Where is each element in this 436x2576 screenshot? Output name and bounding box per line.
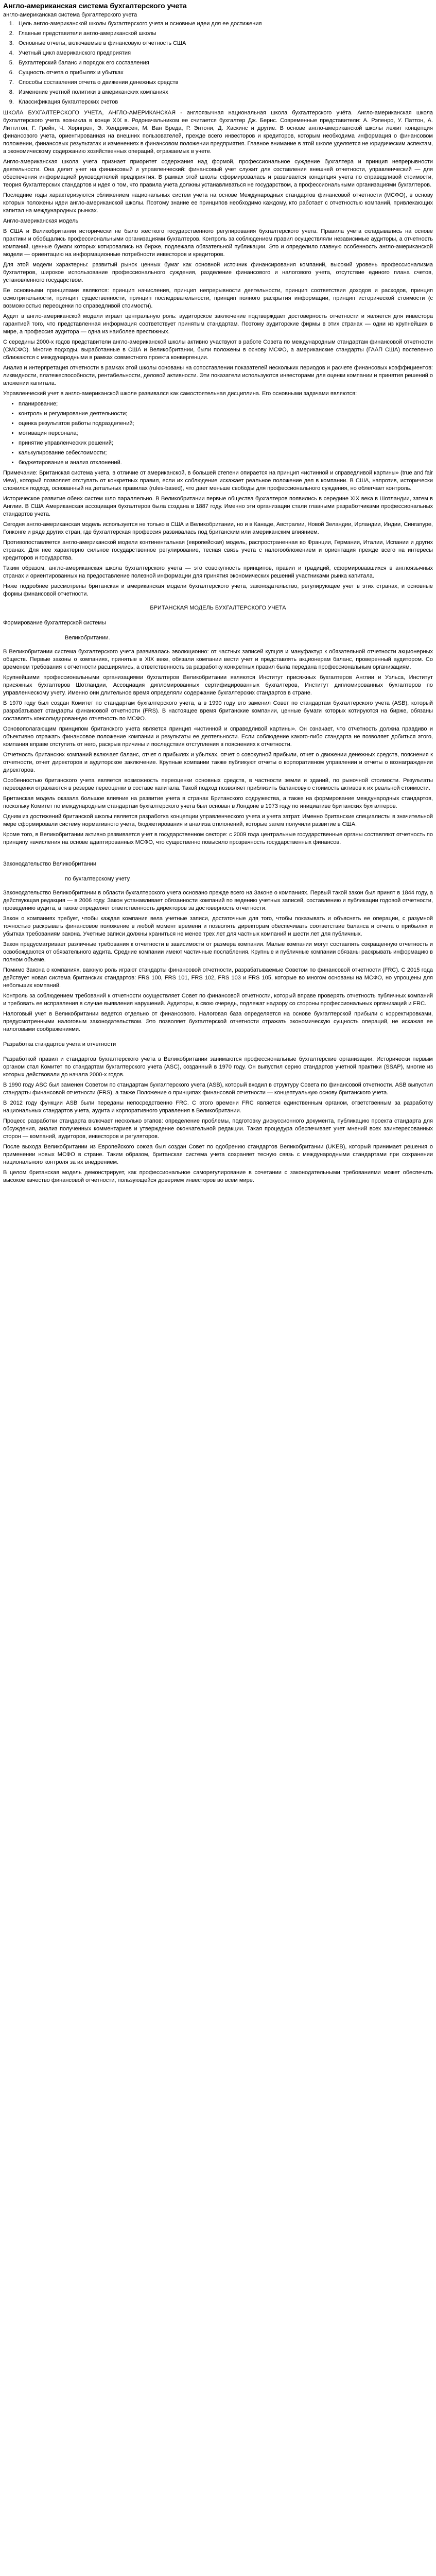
- body-paragraph: Контроль за соблюдением требований к отчетности осуществляет Совет по финансовой отчетности, который вправе проверять отчетность публичных компаний и требовать ее исправления в случае выявления нарушений. Аудиторы, в свою очередь, подлежат надзору со стороны профессиональных организаций и FRC.: [3, 993, 433, 1007]
- subsection-heading: Формирование бухгалтерской системы: [3, 620, 106, 626]
- body-paragraph: В целом британская модель демонстрирует, как профессиональное саморегулирование в сочетании с законодательными требованиями может обеспечить высокое качество финансовой отчетности, пользующейся доверием инвесторов во всем мире.: [3, 1170, 433, 1183]
- body-paragraph: После выхода Великобритании из Европейского союза был создан Совет по одобрению стандартов Великобритании (UKEB), который принимает решения о применении новых МСФО в стране. Таким образом, британская система учета сохраняет тесную связь с международными стандартами при сохранении национального контроля за их внедрением.: [3, 1144, 433, 1165]
- body-paragraph: Помимо Закона о компаниях, важную роль играют стандарты финансовой отчетности, разрабатываемые Советом по финансовой отчетности (FRC). С 2015 года действует новая система британских стандартов: FRS 100, FRS 101, FRS 102, FRS 103 и FRS 105, которые во многом основаны на МСФО, но упрощены для небольших компаний.: [3, 967, 433, 989]
- body-paragraph: Примечание: Британская система учета, в отличие от американской, в большей степени опирается на принцип «истинной и справедливой картины» (true and fair view), который позволяет отступать от конкретных правил, если их соблюдение искажает реальное положение дел в компании. В США, напротив, исторически сложился подход, основанный на детальных правилах (rules-based), что дает меньше свободы для профессионального суждения, но облегчает контроль.: [3, 470, 433, 492]
- body-paragraph: Управленческий учет в англо-американской школе развивался как самостоятельная дисциплина. Его основными задачами являются:: [3, 391, 357, 397]
- body-paragraph: Процесс разработки стандарта включает несколько этапов: определение проблемы, подготовку дискуссионного документа, публикацию проекта стандарта для обсуждения, анализ полученных комментариев и утверждение окончательной редакции. Такая процедура обеспечивает учет мнений всех заинтересованных сторон — компаний, аудиторов, инвесторов и регуляторов.: [3, 1118, 433, 1140]
- body-paragraph: Особенностью британского учета является возможность переоценки основных средств, в частности земли и зданий, по рыночной стоимости. Результаты переоценки отражаются в резерве переоценки в составе капитала. Такой подход позволяет приблизить балансовую стоимость активов к их реальной стоимости.: [3, 777, 433, 791]
- toc-item: 6. Сущность отчета о прибылях и убытках: [15, 69, 433, 77]
- body-paragraph: Кроме того, в Великобритании активно развивается учет в государственном секторе: с 2009 года центральные государственные органы составляют отчетность по принципу начисления на основе адаптированных МСФО, что существенно повысило прозрачность государственных финансов.: [3, 832, 433, 845]
- body-paragraph: Противопоставляется англо-американской модели континентальная (европейская) модель, распространенная во Франции, Германии, Италии, Испании и других странах. Для нее характерно сильное государственное регулирование, тесная связь учета с налогообложением и ориентация прежде всего на интересы кредиторов и государства.: [3, 539, 433, 561]
- section-heading-law: Законодательство Великобритании: [3, 861, 96, 867]
- body-paragraph: С середины 2000-х годов представители англо-американской школы активно участвуют в работе Совета по международным стандартам финансовой отчетности (СМСФО). Многие подходы, выработанные в США и Великобритании, были положены в основу МСФО, а американские стандарты (ГААП США) постепенно сближаются с международными в рамках совместного проекта конвергенции.: [3, 339, 433, 361]
- body-paragraph: Крупнейшими профессиональными организациями бухгалтеров Великобритании являются Институт присяжных бухгалтеров Англии и Уэльса, Институт присяжных бухгалтеров Шотландии, Ассоциация дипломированных сертифицированных бухгалтеров, Институт дипломированных бухгалтеров по управленческому учету. Именно они длительное время определяли содержание бухгалтерских стандартов в стране.: [3, 674, 433, 696]
- section-heading-british: БРИТАНСКАЯ МОДЕЛЬ БУХГАЛТЕРСКОГО УЧЕТА: [150, 605, 286, 611]
- body-paragraph: Таким образом, англо-американская школа бухгалтерского учета — это совокупность принципов, правил и традиций, сформировавшихся в англоязычных странах и ориентированных на предоставление полезной информации для принятия экономических решений участниками рынка капитала.: [3, 565, 433, 579]
- list-item: • контроль и регулирование деятельности;: [19, 410, 433, 418]
- list-item: • планирование;: [19, 400, 433, 408]
- body-paragraph: Отчетность британских компаний включает баланс, отчет о прибылях и убытках, отчет о совокупной прибыли, отчет о движении денежных средств, пояснения к отчетности, отчет директоров и аудиторское заключение. Крупные компании также публикуют отчеты о корпоративном управлении и отчеты о вознаграждении директоров.: [3, 752, 433, 773]
- body-paragraph: ШКОЛА БУХГАЛТЕРСКОГО УЧЕТА, АНГЛО-АМЕРИКАНСКАЯ - англоязычная национальная школа бухгалтерского учёта. Англо-американская школа бухгалтерского учета возникла в конце XIX в. Родоначальником ее считается бухгалтер Дж. Бернс. Современные представители: А. Рэпенро, У. Паттон, А. Литтлтон, Г. Грейн, Ч. Хорнгрен, Э. Хендриксен, М. Ван Бреда, Р. Энтони, Д. Хаскинс и другие. В основе англо-американской школы лежит концепция финансового учета, ориентированная на внешних пользователей, прежде всего инвесторов и кредиторов, которым необходима информация о финансовом положении, финансовых результатах и изменениях в финансовом положении предприятия. Главное внимание в этой школе уделяется не юридическим аспектам, а экономическому содержанию хозяйственных операций, отражаемых в учете.: [3, 110, 433, 155]
- body-paragraph: В Великобритании система бухгалтерского учета развивалась эволюционно: от частных записей купцов и мануфактур к обязательной отчетности акционерных обществ. Первые законы о компаниях, принятые в XIX веке, обязали компании вести учет и представлять акционерам баланс, проверенный аудитором. Со временем требования к отчетности расширялись, а ответственность за разработку конкретных правил была передана профессиональным организациям.: [3, 649, 433, 670]
- toc-item: 7. Способы составления отчета о движении денежных средств: [15, 79, 433, 87]
- body-paragraph: Англо-американская школа учета признает приоритет содержания над формой, профессиональное суждение бухгалтера и принцип непрерывности деятельности. Она делит учет на финансовый и управленческий: финансовый учет служит для составления внешней отчетности, управленческий — для обеспечения информацией руководителей предприятия. В рамках этой школы сформировалась и развивается концепция учета по справедливой стоимости, теория бухгалтерских стандартов и идея о том, что правила учета должны устанавливаться не государством, а профессиональными организациями бухгалтеров.: [3, 159, 433, 188]
- list-item: • бюджетирование и анализ отклонений.: [19, 459, 433, 467]
- body-paragraph: Историческое развитие обеих систем шло параллельно. В Великобритании первые общества бухгалтеров появились в середине XIX века в Шотландии, затем в Англии. В США Американская ассоциация бухгалтеров была создана в 1887 году. Именно эти организации стали главными разработчиками профессиональных стандартов учета.: [3, 496, 433, 517]
- list-item: • оценка результатов работы подразделений;: [19, 420, 433, 428]
- body-paragraph: Разработкой правил и стандартов бухгалтерского учета в Великобритании занимаются профессиональные бухгалтерские организации. Исторически первым органом стал Комитет по стандартам бухгалтерского учета (ASC), созданный в 1970 году. Он выпустил серию стандартов учетной практики (SSAP), многие из которых действовали до начала 2000-х годов.: [3, 1056, 433, 1078]
- subsection-heading-law-continued: по бухгалтерскому учету.: [65, 876, 131, 882]
- body-paragraph: Одним из достижений британской школы является разработка концепции управленческого учета и учета затрат. Именно британские специалисты в значительной мере сформировали систему нормативного учета, бюджетирования и анализа отклонений, которые затем получили развитие в США.: [3, 814, 433, 827]
- body-paragraph: В 1970 году был создан Комитет по стандартам бухгалтерского учета, а в 1990 году его заменил Совет по стандартам бухгалтерского учета (ASB), который разрабатывает стандарты финансовой отчетности (FRS). В настоящее время британские компании, ценные бумаги которых котируются на бирже, обязаны составлять консолидированную отчетность по МСФО.: [3, 700, 433, 722]
- body-paragraph: Для этой модели характерны: развитый рынок ценных бумаг как основной источник финансирования компаний, высокий уровень профессионализма бухгалтеров, широкое использование профессионального суждения, разделение финансового и налогового учета, отсутствие единого плана счетов, установленного государством.: [3, 262, 433, 283]
- toc-item: 1. Цель англо-американской школы бухгалтерского учета и основные идеи для ее достижения: [15, 20, 433, 28]
- body-paragraph: Ее основными принципами являются: принцип начисления, принцип непрерывности деятельности, принцип соответствия доходов и расходов, принцип осмотрительности, принцип существенности, принцип последовательности, принцип полного раскрытия информации, принцип исторической стоимости (с возможностью переоценки по справедливой стоимости).: [3, 287, 433, 309]
- body-paragraph: Последние годы характеризуются сближением национальных систем учета на основе Международных стандартов финансовой отчетности (МСФО), в основу которых положены идеи англо-американской школы. Поэтому знание ее принципов необходимо каждому, кто работает с отчетностью компаний, привлекающих капитал на международных рынках.: [3, 192, 433, 214]
- body-paragraph: Аудит в англо-американской модели играет центральную роль: аудиторское заключение подтверждает достоверность отчетности и является для инвестора гарантией того, что представленная информация соответствует принятым стандартам. Поэтому аудиторские фирмы в этих странах — одни из крупнейших в мире, а профессия аудитора — одна из наиболее престижных.: [3, 313, 433, 335]
- body-paragraph: В США и Великобритании исторически не было жесткого государственного регулирования бухгалтерского учета. Правила учета складывались на основе практики и обобщались профессиональными организациями бухгалтеров. Контроль за соблюдением правил осуществляли независимые аудиторы, а отчетность компаний, ценные бумаги которых котировались на бирже, подлежала обязательной публикации. Это и определило главную особенность англо-американской модели — ориентацию на информационные потребности инвесторов и кредиторов.: [3, 228, 433, 258]
- list-item: • мотивация персонала;: [19, 430, 433, 437]
- section-label: Англо-американская модель: [3, 218, 79, 224]
- toc-item: 3. Основные отчеты, включаемые в финансовую отчетность США: [15, 40, 433, 47]
- body-paragraph: В 2012 году функции ASB были переданы непосредственно FRC. С этого времени FRC является единственным органом, ответственным за разработку национальных стандартов учета, аудита и корпоративного управления в Великобритании.: [3, 1100, 433, 1114]
- toc-item: 2. Главные представители англо-американской школы: [15, 30, 433, 38]
- toc-item: 4. Учетный цикл американского предприятия: [15, 49, 433, 57]
- toc-item: 5. Бухгалтерский баланс и порядок его составления: [15, 59, 433, 67]
- body-paragraph: Сегодня англо-американская модель используется не только в США и Великобритании, но и в Канаде, Австралии, Новой Зеландии, Ирландии, Индии, Сингапуре, Гонконге и ряде других стран, где бухгалтерская профессия развивалась под британским или американским влиянием.: [3, 521, 433, 535]
- page-title: Англо-американская система бухгалтерского учета: [3, 2, 187, 10]
- body-paragraph: Основополагающим принципом британского учета является принцип «истинной и справедливой картины». Он означает, что отчетность должна правдиво и объективно отражать финансовое положение компании и результаты ее деятельности. Если соблюдение какого-либо стандарта не позволяет добиться этого, компания вправе отступить от него, раскрыв причины и последствия отступления в пояснениях к отчетности.: [3, 726, 433, 748]
- list-item: • калькулирование себестоимости;: [19, 449, 433, 457]
- body-paragraph: Британская модель оказала большое влияние на развитие учета в странах Британского содружества, а также на формирование международных стандартов, поскольку Комитет по международным стандартам бухгалтерского учета был основан в Лондоне в 1973 году по инициативе британских бухгалтеров.: [3, 795, 433, 809]
- body-paragraph: Анализ и интерпретация отчетности в рамках этой школы основаны на сопоставлении показателей нескольких периодов и расчете финансовых коэффициентов: ликвидности, платежеспособности, рентабельности, деловой активности. Эти показатели используются инвесторами для оценки компании и принятия решений о вложении капитала.: [3, 365, 433, 386]
- subsection-heading-continued: Великобритании.: [65, 635, 110, 641]
- section-heading-standards: Разработка стандартов учета и отчетности: [3, 1041, 116, 1047]
- spacer: [3, 849, 433, 853]
- page-subtitle: англо-американская система бухгалтерского учета: [3, 12, 137, 18]
- toc-item: 8. Изменение учетной политики в американских компаниях: [15, 89, 433, 96]
- body-paragraph: Закон предусматривает различные требования к отчетности в зависимости от размера компании. Малые компании могут составлять сокращенную отчетность и освобождаются от обязательного аудита. Средние компании имеют частичные послабления. Крупные и публичные компании обязаны раскрывать информацию в полном объеме.: [3, 941, 433, 963]
- body-paragraph: В 1990 году ASC был заменен Советом по стандартам бухгалтерского учета (ASB), который входил в структуру Совета по финансовой отчетности. ASB выпустил стандарты финансовой отчетности (FRS), а также Положение о принципах финансовой отчетности — концептуальную основу британского учета.: [3, 1082, 433, 1096]
- body-paragraph: Законодательство Великобритании в области бухгалтерского учета основано прежде всего на Законе о компаниях. Первый такой закон был принят в 1844 году, а действующая редакция — в 2006 году. Закон устанавливает обязанности компаний по ведению учетных записей, составлению и публикации годовой отчетности, проведению аудита, а также определяет ответственность директоров за достоверность отчетности.: [3, 890, 433, 911]
- table-of-contents: [3, 20, 433, 106]
- document-page: [0, 0, 436, 1192]
- body-paragraph: Ниже подробнее рассмотрены британская и американская модели бухгалтерского учета, законодательство, регулирующее учет в этих странах, и основные формы финансовой отчетности.: [3, 583, 433, 597]
- list-item: • принятие управленческих решений;: [19, 439, 433, 447]
- body-paragraph: Налоговый учет в Великобритании ведется отдельно от финансового. Налоговая база определяется на основе бухгалтерской прибыли с корректировками, предусмотренными налоговым законодательством. Это позволяет бухгалтерской отчетности отражать экономическую сущность операций, не искажая ее налоговыми соображениями.: [3, 1011, 433, 1032]
- body-paragraph: Закон о компаниях требует, чтобы каждая компания вела учетные записи, достаточные для того, чтобы показывать и объяснять ее операции, с разумной точностью раскрывать финансовое положение в любой момент времени и позволять директорам обеспечивать соответствие баланса и отчета о прибылях и убытках требованиям закона. Учетные записи должны храниться не менее трех лет для частных компаний и шести лет для публичных.: [3, 916, 433, 937]
- toc-item: 9. Классификация бухгалтерских счетов: [15, 98, 433, 106]
- goals-list: [3, 400, 433, 467]
